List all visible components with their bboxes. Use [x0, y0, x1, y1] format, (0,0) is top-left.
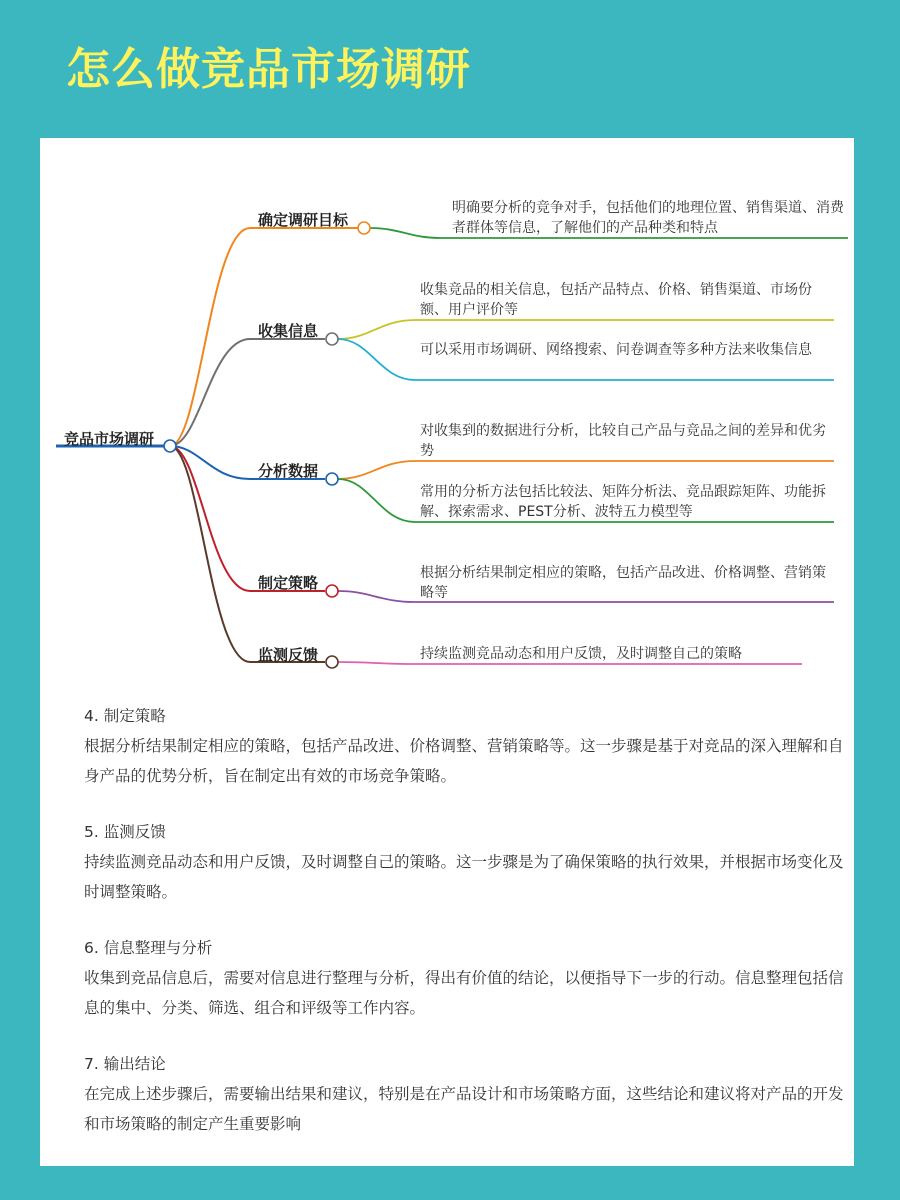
connector-leaf-2-1 [338, 320, 834, 339]
section-heading: 5. 监测反馈 [84, 823, 166, 841]
section-heading: 4. 制定策略 [84, 707, 166, 725]
branch-label-3: 分析数据 [258, 462, 319, 480]
text-section [84, 701, 854, 1165]
connector-leaf-3-1 [338, 461, 834, 479]
leaf-3-1: 对收集到的数据进行分析，比较自己产品与竞品之间的差异和优劣势 [420, 423, 826, 459]
node-b5[interactable] [326, 656, 338, 668]
section-5 [84, 817, 854, 907]
content-card [40, 138, 854, 1166]
root-label: 竞品市场调研 [64, 430, 155, 448]
leaf-2-1: 收集竞品的相关信息，包括产品特点、价格、销售渠道、市场份额、用户评价等 [420, 282, 812, 318]
branch-label-5: 监测反馈 [258, 646, 319, 664]
section-body: 收集到竞品信息后，需要对信息进行整理与分析，得出有价值的结论，以便指导下一步的行动。信息整理包括信息的集中、分类、筛选、组合和评级等工作内容。 [84, 969, 844, 1017]
node-b4[interactable] [326, 585, 338, 597]
section-heading: 6. 信息整理与分析 [84, 939, 213, 957]
leaf-4-1: 根据分析结果制定相应的策略，包括产品改进、价格调整、营销策略等 [420, 565, 826, 601]
page-title: 怎么做竞品市场调研 [66, 44, 471, 95]
connector-b2 [170, 339, 325, 446]
root-node[interactable] [164, 440, 176, 452]
section-7 [84, 1049, 854, 1139]
section-body: 根据分析结果制定相应的策略，包括产品改进、价格调整、营销策略等。这一步骤是基于对竞品的深入理解和自身产品的优势分析，旨在制定出有效的市场竞争策略。 [84, 737, 844, 785]
mindmap [40, 138, 854, 698]
section-body: 持续监测竞品动态和用户反馈，及时调整自己的策略。这一步骤是为了确保策略的执行效果，并根据市场变化及时调整策略。 [84, 853, 844, 901]
leaf-3-2: 常用的分析方法包括比较法、矩阵分析法、竞品跟踪矩阵、功能拆解、探索需求、PEST分析、波特五力模型等 [420, 484, 826, 520]
node-b2[interactable] [326, 333, 338, 345]
leaf-1-1: 明确要分析的竞争对手，包括他们的地理位置、销售渠道、消费者群体等信息，了解他们的产品种类和特点 [452, 200, 844, 236]
leaf-2-2: 可以采用市场调研、网络搜索、问卷调查等多种方法来收集信息 [420, 342, 812, 358]
section-body: 在完成上述步骤后，需要输出结果和建议，特别是在产品设计和市场策略方面，这些结论和建议将对产品的开发和市场策略的制定产生重要影响 [84, 1085, 844, 1133]
section-heading: 7. 输出结论 [84, 1055, 166, 1073]
leaf-5-1: 持续监测竞品动态和用户反馈，及时调整自己的策略 [420, 646, 742, 662]
section-6 [84, 933, 854, 1023]
node-b3[interactable] [326, 473, 338, 485]
node-b1[interactable] [358, 222, 370, 234]
branch-label-1: 确定调研目标 [258, 211, 349, 229]
branch-label-4: 制定策略 [258, 574, 319, 592]
branch-label-2: 收集信息 [258, 322, 319, 340]
section-4 [84, 701, 854, 791]
